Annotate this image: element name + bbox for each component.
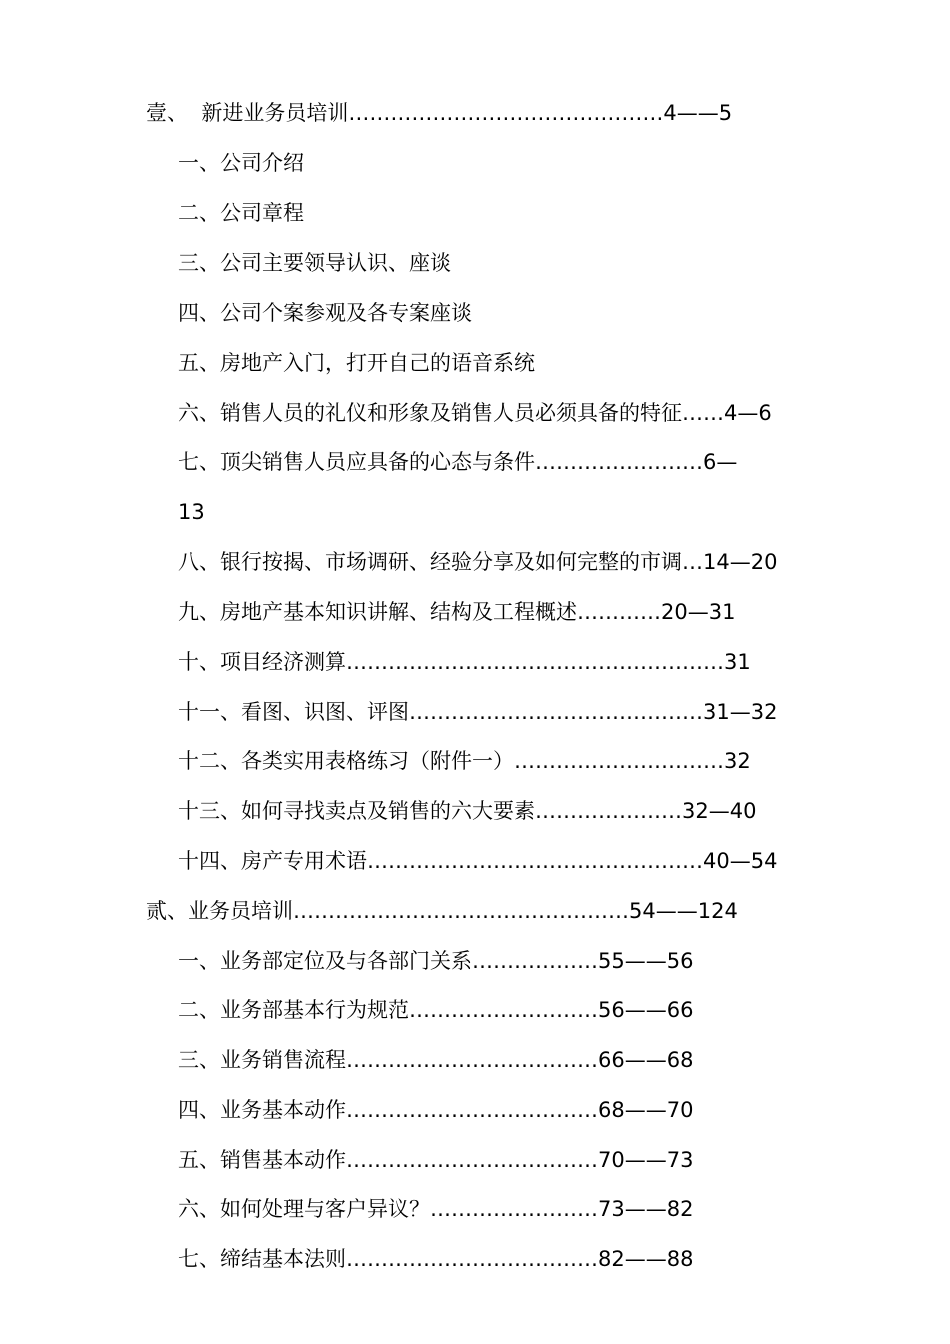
toc-entry-text: 十一、看图、识图、评图……………………………………31—32 — [178, 700, 778, 724]
toc-entry-1-6 — [0, 396, 950, 430]
toc-entry-1-3 — [0, 246, 950, 280]
toc-entry-text: 十二、各类实用表格练习（附件一）…………………………32 — [178, 749, 751, 773]
toc-entry-2-4 — [0, 1093, 950, 1127]
toc-entry-text: 五、房地产入门，打开自己的语音系统 — [178, 351, 535, 375]
toc-entry-2-3 — [0, 1043, 950, 1077]
toc-entry-text: 一、业务部定位及与各部门关系………………55——56 — [178, 949, 694, 973]
toc-entry-1-8 — [0, 545, 950, 579]
toc-entry-text: 五、销售基本动作………………………………70——73 — [178, 1148, 694, 1172]
toc-entry-1-10 — [0, 645, 950, 679]
toc-entry-1-2 — [0, 196, 950, 230]
toc-entry-1-14 — [0, 844, 950, 878]
toc-entry-2-1 — [0, 944, 950, 978]
toc-entry-text: 四、公司个案参观及各专案座谈 — [178, 301, 472, 325]
toc-entry-1-7-continued — [0, 495, 950, 529]
toc-entry-text: 十四、房产专用术语…………………………………………40—54 — [178, 849, 778, 873]
toc-entry-text: 十三、如何寻找卖点及销售的六大要素…………………32—40 — [178, 799, 757, 823]
toc-entry-text: 六、销售人员的礼仪和形象及销售人员必须具备的特征……4—6 — [178, 401, 772, 425]
toc-entry-1-13 — [0, 794, 950, 828]
toc-entry-1-11 — [0, 695, 950, 729]
toc-entry-text: 四、业务基本动作………………………………68——70 — [178, 1098, 694, 1122]
toc-entry-2-5 — [0, 1143, 950, 1177]
toc-entry-text: 壹、 新进业务员培训………………………………………4——5 — [146, 101, 733, 125]
toc-entry-text: 贰、业务员培训…………………………………………54——124 — [146, 899, 738, 923]
toc-entry-1-12 — [0, 744, 950, 778]
toc-entry-1-1 — [0, 146, 950, 180]
toc-entry-text: 一、公司介绍 — [178, 151, 304, 175]
toc-entry-1-4 — [0, 296, 950, 330]
toc-entry-main-1 — [0, 96, 950, 130]
toc-entry-text: 三、业务销售流程………………………………66——68 — [178, 1048, 694, 1072]
toc-entry-2-2 — [0, 993, 950, 1027]
toc-entry-text: 七、顶尖销售人员应具备的心态与条件……………………6— — [178, 450, 738, 474]
toc-entry-text: 九、房地产基本知识讲解、结构及工程概述…………20—31 — [178, 600, 736, 624]
toc-entry-1-9 — [0, 595, 950, 629]
toc-entry-main-2 — [0, 894, 950, 928]
toc-entry-text: 七、缔结基本法则………………………………82——88 — [178, 1247, 694, 1271]
toc-entry-text: 六、如何处理与客户异议？……………………73——82 — [178, 1197, 694, 1221]
toc-entry-text: 13 — [178, 500, 205, 524]
toc-entry-2-6 — [0, 1192, 950, 1226]
toc-entry-text: 八、银行按揭、市场调研、经验分享及如何完整的市调…14—20 — [178, 550, 778, 574]
toc-entry-text: 二、业务部基本行为规范………………………56——66 — [178, 998, 694, 1022]
toc-entry-text: 十、项目经济测算………………………………………………31 — [178, 650, 751, 674]
toc-entry-2-7 — [0, 1242, 950, 1276]
toc-entry-1-5 — [0, 346, 950, 380]
toc-entry-text: 二、公司章程 — [178, 201, 304, 225]
toc-entry-1-7 — [0, 445, 950, 479]
toc-entry-text: 三、公司主要领导认识、座谈 — [178, 251, 451, 275]
